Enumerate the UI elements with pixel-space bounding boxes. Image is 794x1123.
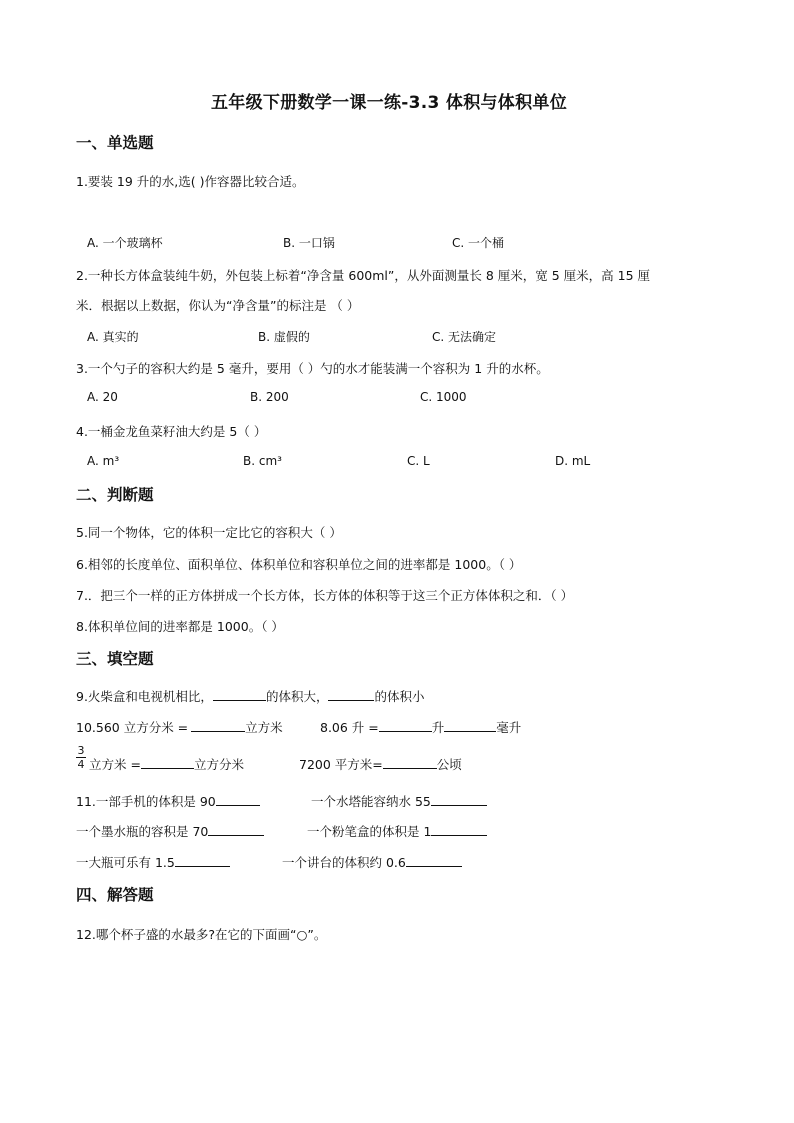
q10-text-c2: 立方分米 xyxy=(193,757,244,772)
question-11-chalk-box xyxy=(307,822,487,840)
q10-blank-1[interactable] xyxy=(191,718,245,732)
section-heading-true-false: 二、判断题 xyxy=(76,486,154,504)
q11-blank-c[interactable] xyxy=(208,822,264,836)
fraction-denominator: 4 xyxy=(77,758,85,771)
question-10-part-3 xyxy=(89,755,244,773)
question-3: 3.一个勺子的容积大约是 5 毫升，要用（ ）勺的水才能装满一个容积为 1 升的水杯。 xyxy=(76,361,549,376)
q4-option-d[interactable]: D. mL xyxy=(555,454,591,468)
question-2-line-1: 2.一种长方体盒装纯牛奶，外包装上标着“净含量 600ml”，从外面测量长 8 厘米，宽 5 厘米，高 15 厘 xyxy=(76,268,651,283)
q10-text-b3: 毫升 xyxy=(496,720,522,735)
q10-blank-2[interactable] xyxy=(379,718,432,732)
question-10-part-1 xyxy=(76,718,283,736)
question-1: 1.要装 19 升的水,选( )作容器比较合适。 xyxy=(76,174,305,189)
q4-option-b[interactable]: B. cm³ xyxy=(243,454,282,468)
q3-option-b[interactable]: B. 200 xyxy=(250,390,289,404)
q4-option-c[interactable]: C. L xyxy=(407,454,430,468)
q11-text-e: 一大瓶可乐有 1.5 xyxy=(76,855,175,870)
q10-text-d1: 7200 平方米= xyxy=(299,757,383,772)
question-8: 8.体积单位间的进率都是 1000。（ ） xyxy=(76,619,284,634)
question-10-part-4 xyxy=(299,755,462,773)
question-5: 5.同一个物体，它的体积一定比它的容积大（ ） xyxy=(76,525,342,540)
q11-text-b: 一个水塔能容纳水 55 xyxy=(311,794,431,809)
q10-text-a2: 立方米 xyxy=(245,720,283,735)
question-2-line-2: 米．根据以上数据，你认为“净含量”的标注是 （ ） xyxy=(76,298,360,313)
question-10-part-2 xyxy=(320,718,521,736)
section-heading-single-choice: 一、单选题 xyxy=(76,134,154,152)
q1-option-a[interactable]: A. 一个玻璃杯 xyxy=(87,236,163,250)
q11-blank-a[interactable] xyxy=(216,792,260,806)
q1-option-b[interactable]: B. 一口锅 xyxy=(283,236,335,250)
q1-option-c[interactable]: C. 一个桶 xyxy=(452,236,505,250)
q10-text-b2: 升 xyxy=(431,720,445,735)
section-heading-solve: 四、解答题 xyxy=(76,886,154,904)
q9-text-1: 9.火柴盒和电视机相比， xyxy=(76,689,213,704)
q11-text-a: 11.一部手机的体积是 90 xyxy=(76,794,216,809)
q10-blank-5[interactable] xyxy=(383,755,437,769)
question-6: 6.相邻的长度单位、面积单位、体积单位和容积单位之间的进率都是 1000。（ ） xyxy=(76,557,522,572)
question-12: 12.哪个杯子盛的水最多?在它的下面画“○”。 xyxy=(76,927,327,942)
q4-option-a[interactable]: A. m³ xyxy=(87,454,120,468)
q10-text-c1: 立方米 = xyxy=(89,757,141,772)
question-4: 4.一桶金龙鱼菜籽油大约是 5（ ） xyxy=(76,424,267,439)
q11-text-f: 一个讲台的体积约 0.6 xyxy=(282,855,406,870)
fraction-numerator: 3 xyxy=(77,744,85,757)
q11-blank-b[interactable] xyxy=(431,792,487,806)
q10-blank-4[interactable] xyxy=(141,755,194,769)
question-11-cola xyxy=(76,853,230,871)
question-11-phone xyxy=(76,792,260,810)
q3-option-a[interactable]: A. 20 xyxy=(87,390,118,404)
q11-blank-d[interactable] xyxy=(431,822,487,836)
q10-text-b1: 8.06 升 = xyxy=(320,720,379,735)
q3-option-c[interactable]: C. 1000 xyxy=(420,390,467,404)
q10-blank-3[interactable] xyxy=(444,718,496,732)
section-heading-fill-in: 三、填空题 xyxy=(76,650,154,668)
question-11-podium xyxy=(282,853,462,871)
fraction-three-quarters xyxy=(76,745,86,770)
q9-blank-2[interactable] xyxy=(328,687,374,701)
q9-blank-1[interactable] xyxy=(213,687,266,701)
question-9 xyxy=(76,687,424,705)
question-7: 7.．把三个一样的正方体拼成一个长方体，长方体的体积等于这三个正方体体积之和．（ ） xyxy=(76,588,574,603)
q11-text-d: 一个粉笔盒的体积是 1 xyxy=(307,824,432,839)
question-11-ink-bottle xyxy=(76,822,264,840)
q9-text-2: 的体积大， xyxy=(265,689,329,704)
q9-text-3: 的体积小 xyxy=(374,689,425,704)
q2-option-c[interactable]: C. 无法确定 xyxy=(432,330,497,344)
q2-option-b[interactable]: B. 虚假的 xyxy=(258,330,310,344)
q10-text-a1: 10.560 立方分米 = xyxy=(76,720,189,735)
q11-text-c: 一个墨水瓶的容积是 70 xyxy=(76,824,209,839)
q11-blank-f[interactable] xyxy=(406,853,462,867)
q10-text-d2: 公顷 xyxy=(436,757,462,772)
q11-blank-e[interactable] xyxy=(175,853,230,867)
q2-option-a[interactable]: A. 真实的 xyxy=(87,330,139,344)
question-11-water-tower xyxy=(311,792,487,810)
page-title: 五年级下册数学一课一练-3.3 体积与体积单位 xyxy=(211,93,567,113)
